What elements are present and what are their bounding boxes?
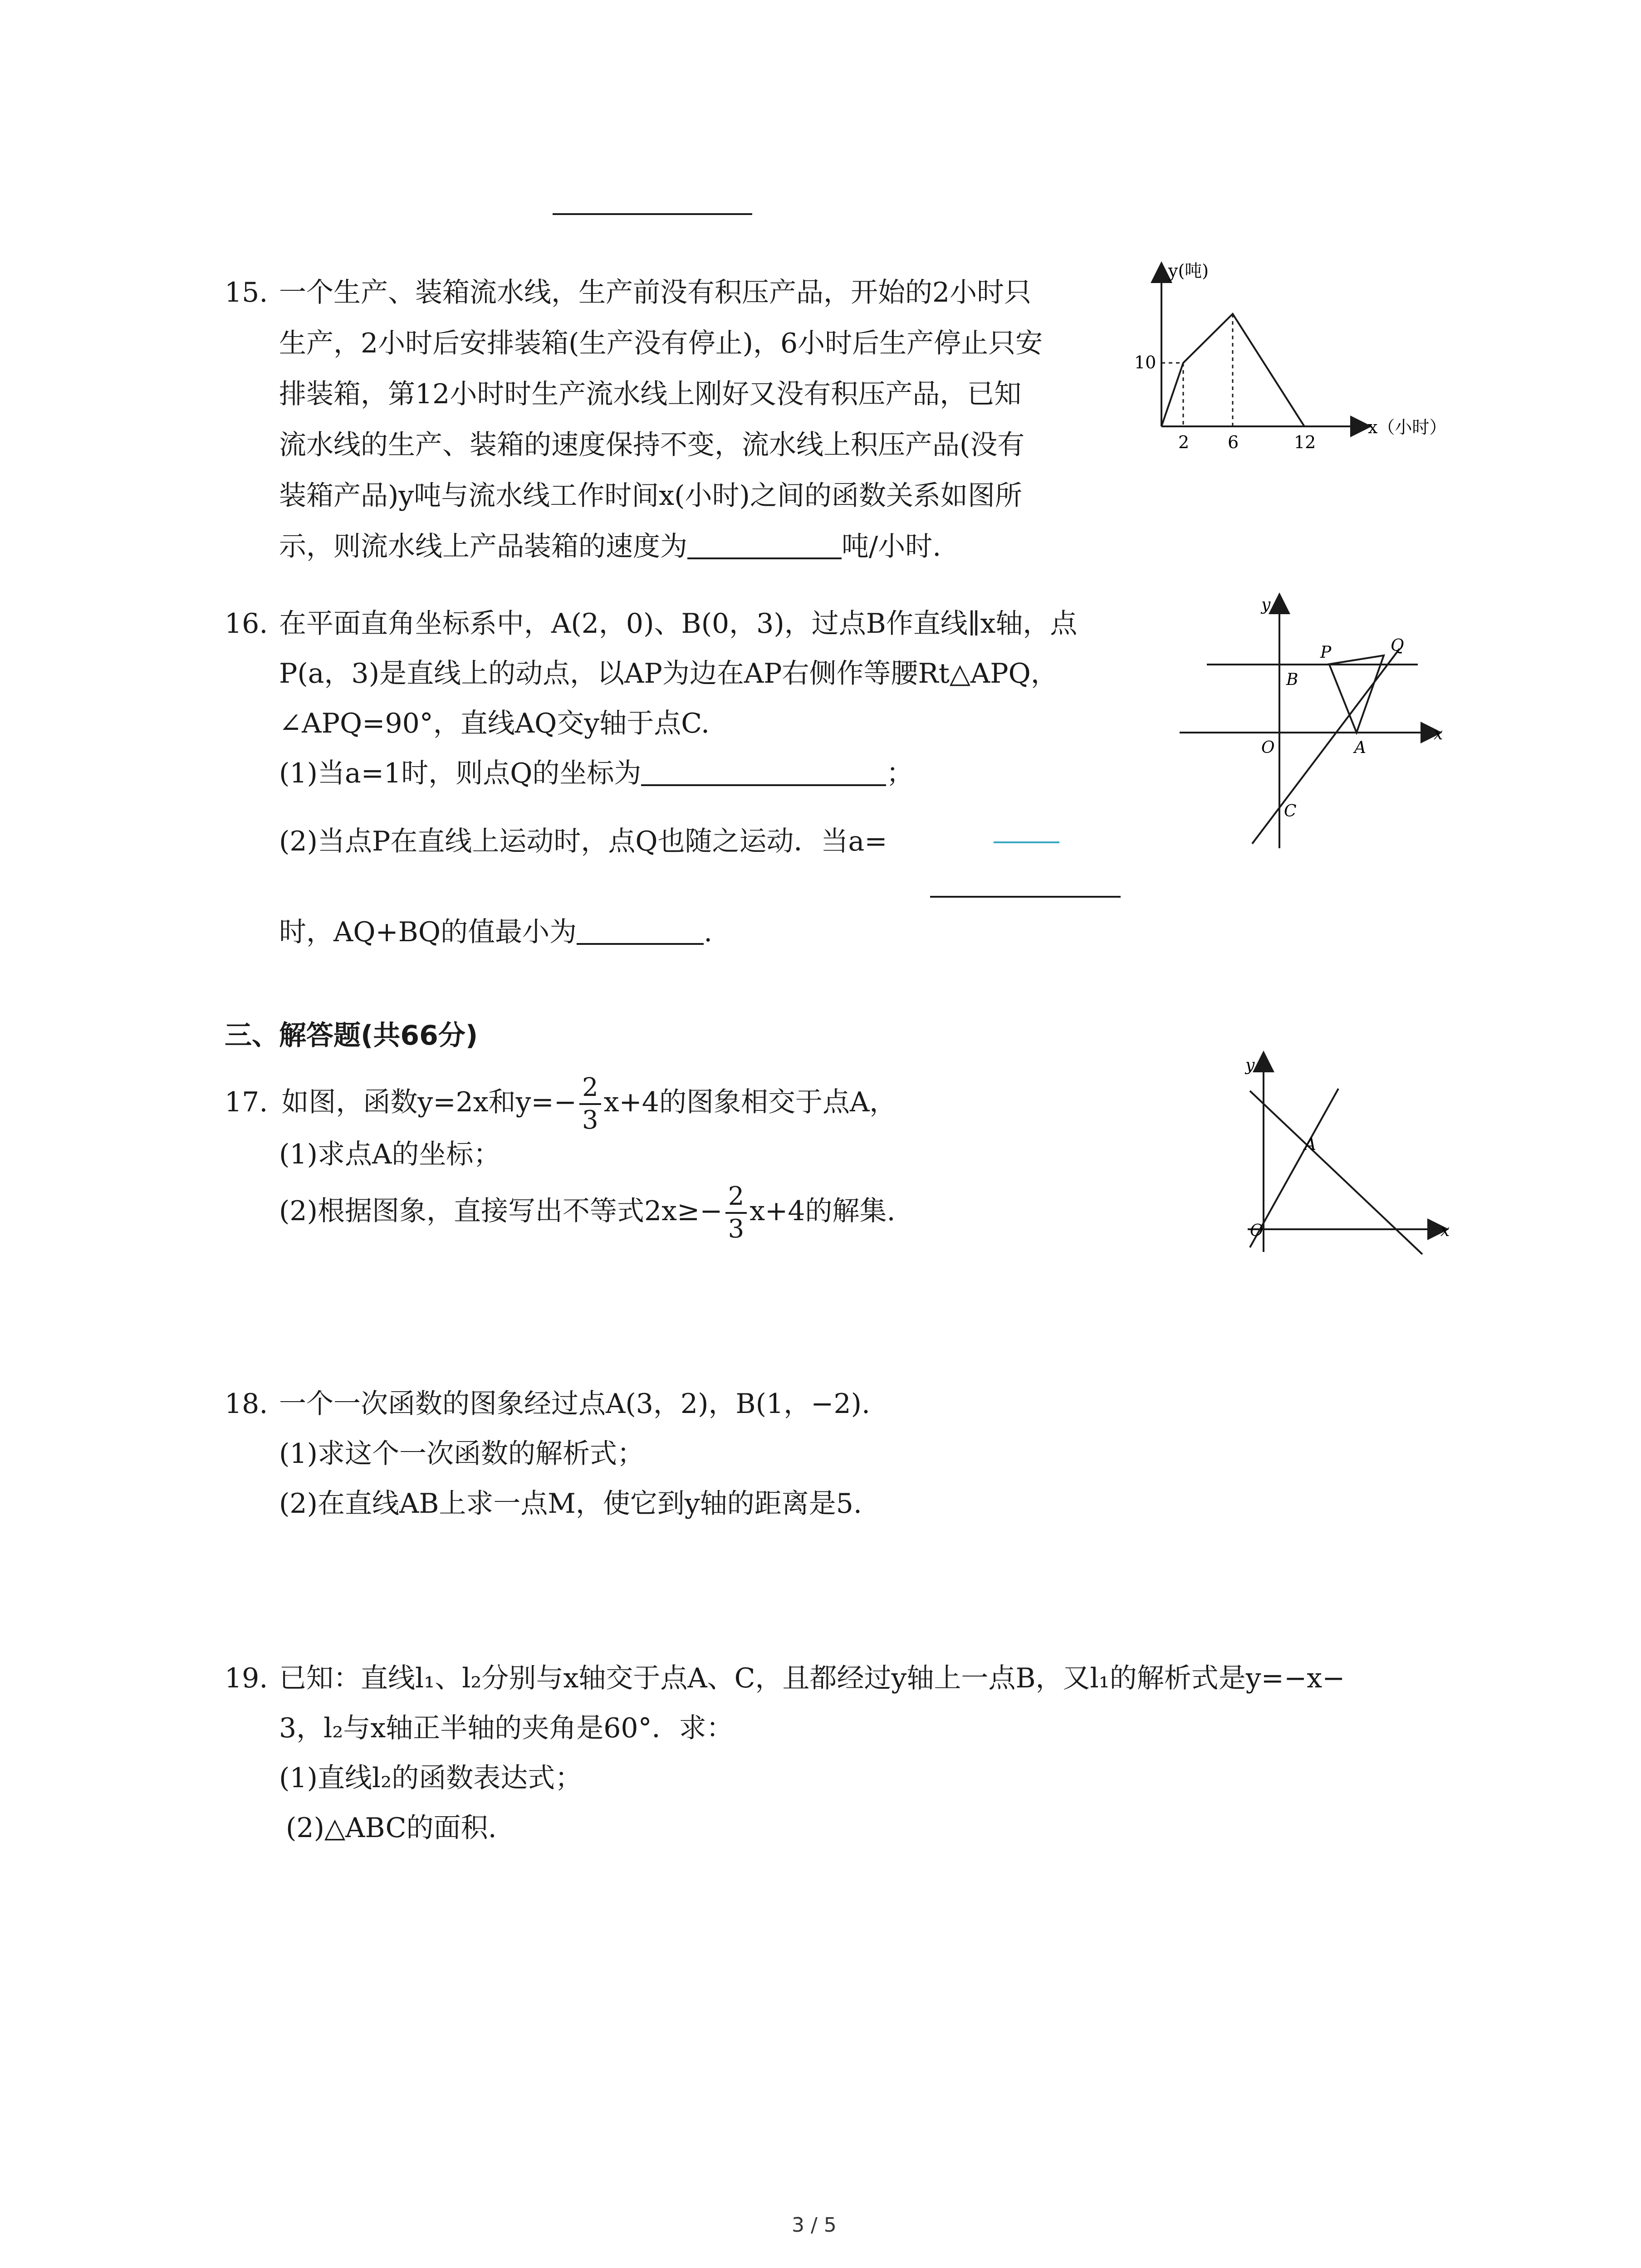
q17-stem-prefix: 如图，函数y=2x和y=− [281,1086,577,1118]
q17-label-o: O [1250,1222,1264,1240]
q16-part-1 [279,753,913,794]
q17-stem-suffix: x+4的图象相交于点A， [603,1086,897,1118]
q15-y-tick-10: 10 [1134,352,1156,372]
q17-fraction: $\frac{2}{3}$ [579,1075,601,1133]
q16-part1-prefix: (1)当a=1时，则点Q的坐标为 [279,758,642,789]
q15-line-2: 生产，2小时后安排装箱(生产没有停止)，6小时后生产停止只安 [279,327,1043,359]
q15-last-suffix: 吨/小时. [842,531,941,562]
q15-line-3: 排装箱，第12小时时生产流水线上刚好又没有积压产品，已知 [279,378,1022,410]
q17-part2-fraction: $\frac{2}{3}$ [725,1184,747,1242]
q16-label-x: x [1434,725,1443,743]
q17-part2-prefix: (2)根据图象，直接写出不等式2x≥− [279,1195,723,1227]
q16-label-b: B [1286,670,1298,689]
q16-label-o: O [1261,738,1275,757]
q17-part-2 [279,1175,896,1247]
q15-x-label: x（小时） [1368,417,1447,437]
q17-number: 17. [225,1086,268,1118]
page-number: 3 / 5 [792,2214,837,2237]
q15-line-5: 装箱产品)y吨与流水线工作时间x(小时)之间的函数关系如图所 [279,480,1022,512]
q15-line-6 [279,526,941,567]
q16-part1-blank[interactable] [641,756,886,786]
q16-part-2-cont [279,912,712,953]
q17-label-a: A [1304,1135,1316,1154]
q16-line-2: P(a，3)是直线上的动点，以AP为边在AP右侧作等腰Rt△APQ， [279,658,1058,689]
q17-part-1: (1)求点A的坐标； [279,1139,501,1170]
q16-label-q: Q [1391,636,1404,655]
q16-label-p: P [1320,643,1332,662]
q17-part2-suffix: x+4的解集. [749,1195,896,1227]
q16-accent-line [994,841,1059,843]
q19-line-2: 3，l₂与x轴正半轴的夹角是60°．求： [279,1712,734,1744]
q16-number: 16. [225,608,268,640]
q19-line-1: 已知：直线l₁、l₂分别与x轴交于点A、C，且都经过y轴上一点B，又l₁的解析式是y=−x− [279,1662,1345,1694]
q15-last-prefix: 示，则流水线上产品装箱的速度为 [279,531,687,562]
q15-x-tick-2: 2 [1178,432,1190,452]
q16-figure [1171,590,1452,862]
q16-line-1: 在平面直角坐标系中，A(2，0)、B(0，3)，过点B作直线∥x轴，点 [279,608,1078,640]
q16-part2-cont-prefix: 时，AQ+BQ的值最小为 [279,916,577,948]
q15-line-1: 一个生产、装箱流水线，生产前没有积压产品，开始的2小时只 [279,277,1032,308]
q19-part-1: (1)直线l₂的函数表达式； [279,1762,583,1794]
q17-label-y: y [1245,1056,1255,1075]
q16-label-a: A [1354,738,1366,757]
q16-part2-blank-min[interactable] [577,915,704,945]
q15-y-label: y(吨) [1168,261,1209,281]
q16-line-3: ∠APQ=90°，直线AQ交y轴于点C. [279,708,710,739]
q18-stem: 一个一次函数的图象经过点A(3，2)，B(1，−2). [279,1388,871,1420]
q15-line-4: 流水线的生产、装箱的速度保持不变，流水线上积压产品(没有 [279,429,1025,461]
q15-x-tick-12: 12 [1294,432,1316,452]
q15-x-tick-6: 6 [1228,432,1239,452]
q17-stem [225,1066,896,1139]
q16-part2-cont-suffix: . [704,916,713,948]
q15-answer-blank[interactable] [687,529,842,559]
q19-number: 19. [225,1662,268,1694]
q18-part-1: (1)求这个一次函数的解析式； [279,1438,644,1470]
q15-number: 15. [225,277,268,308]
q17-label-x: x [1440,1222,1450,1240]
q18-number: 18. [225,1388,268,1420]
q17-figure [1225,1048,1461,1256]
q16-label-y: y [1261,596,1271,614]
q16-part2-blank-a[interactable] [930,896,1121,898]
q16-part1-suffix: ； [886,758,914,789]
q19-part-2: (2)△ABC的面积. [286,1812,497,1844]
q18-part-2: (2)在直线AB上求一点M，使它到y轴的距离是5. [279,1488,862,1520]
q16-part-2: (2)当点P在直线上运动时，点Q也随之运动．当a= [279,826,887,857]
q15-graph [1125,254,1461,463]
section-3-title: 三、解答题(共66分) [225,1020,478,1051]
q16-triangle-apq [1327,655,1384,733]
previous-answer-blank [553,213,752,215]
q16-label-c: C [1284,802,1297,821]
